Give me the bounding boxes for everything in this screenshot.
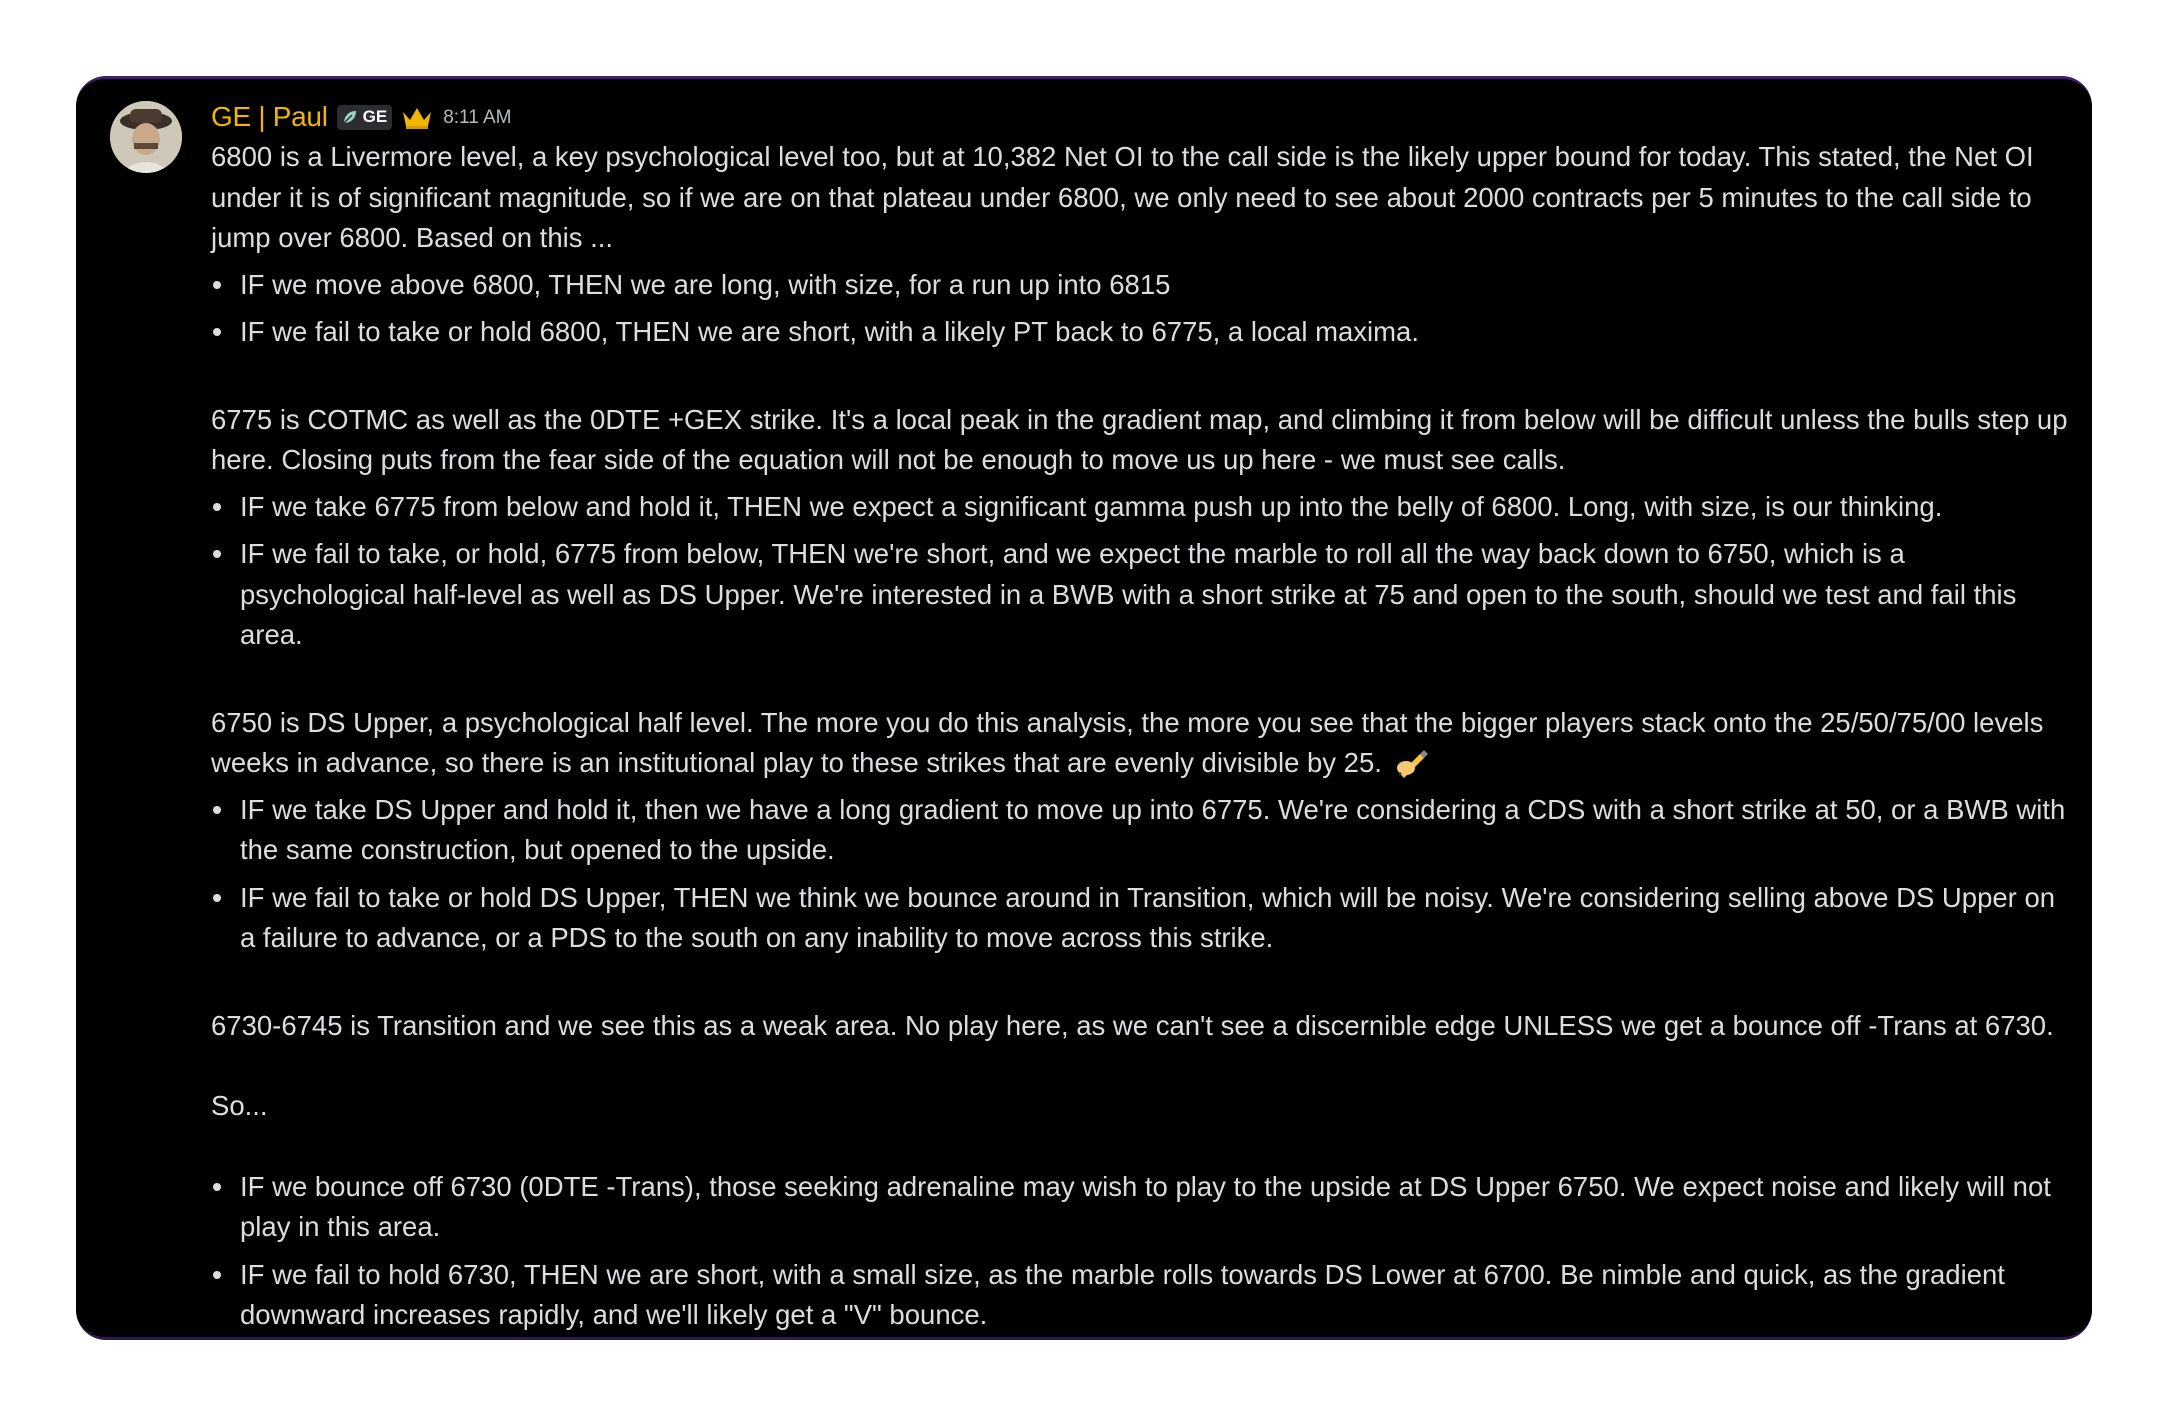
list-item: IF we take DS Upper and hold it, then we have a long gradient to move up into 6775. We're considering a CDS with a short strike at 50, or a BWB with the same construction, but opened to the upside. bbox=[240, 790, 2073, 871]
list-item: IF we move above 6800, THEN we are long, with size, for a run up into 6815 bbox=[240, 265, 2073, 306]
paragraph-2: 6775 is COTMC as well as the 0DTE +GEX strike. It's a local peak in the gradient map, and climbing it from below will be difficult unless the bulls step up here. Closing puts from the fear side of the equation will not be enough to move us up here - we must see calls. bbox=[211, 403, 2068, 475]
paragraph-3 bbox=[211, 703, 2073, 784]
list-item: IF we take 6775 from below and hold it, THEN we expect a significant gamma push up into the belly of 6800. Long, with size, is our thinking. bbox=[240, 487, 2073, 528]
list-item: IF we fail to take or hold DS Upper, THEN we think we bounce around in Transition, which will be noisy. We're considering selling above DS Upper on a failure to advance, or a PDS to the south on any inability to move across this strike. bbox=[240, 878, 2073, 959]
list-item: IF we fail to hold 6730, THEN we are short, with a small size, as the marble rolls towards DS Lower at 6700. Be nimble and quick, as the gradient downward increases rapidly, and we'll likely get a "V" bounce. bbox=[240, 1255, 2073, 1336]
avatar-image bbox=[110, 101, 182, 173]
timestamp[interactable]: 8:11 AM bbox=[443, 107, 512, 129]
avatar[interactable] bbox=[110, 101, 182, 173]
spacer bbox=[211, 360, 2073, 400]
crown-icon bbox=[401, 104, 433, 130]
paragraph-1: 6800 is a Livermore level, a key psychological level too, but at 10,382 Net OI to the call side is the likely upper bound for today. This stated, the Net OI under it is of significant magnitude, so if we are on that plateau under 6800, we only need to see about 2000 contracts per 5 minutes to the call side to jump over 6800. Based on this ... bbox=[211, 141, 2034, 253]
paragraph-4: 6730-6745 is Transition and we see this as a weak area. No play here, as we can't see a discernible edge UNLESS we get a bounce off -Trans at 6730. bbox=[211, 1009, 2054, 1041]
writing-hand-icon bbox=[1394, 744, 1430, 780]
bullet-list-3 bbox=[211, 790, 2073, 959]
bullet-list-1 bbox=[211, 265, 2073, 353]
leaf-badge-icon bbox=[341, 108, 359, 126]
message-body bbox=[211, 97, 2073, 1340]
paragraph-3-text: 6750 is DS Upper, a psychological half level. The more you do this analysis, the more you see that the bigger players stack onto the 25/50/75/00 levels weeks in advance, so there is an institutional play to these strikes that are evenly divisible by 25. bbox=[211, 706, 2044, 778]
role-tag[interactable] bbox=[337, 105, 393, 130]
list-item: IF we bounce off 6730 (0DTE -Trans), those seeking adrenaline may wish to play to the upside at DS Upper 6750. We expect noise and likely will not play in this area. bbox=[240, 1167, 2073, 1248]
role-tag-label: GE bbox=[362, 106, 388, 126]
spacer bbox=[211, 1046, 2073, 1086]
author-name[interactable]: GE | Paul bbox=[211, 100, 328, 132]
list-item: IF we fail to take or hold 6800, THEN we are short, with a likely PT back to 6775, a local maxima. bbox=[240, 312, 2073, 353]
spacer bbox=[211, 1127, 2073, 1167]
list-item: IF we fail to take, or hold, 6775 from below, THEN we're short, and we expect the marble to roll all the way back down to 6750, which is a psychological half-level as well as DS Upper. We're interested in a BWB with a short strike at 75 and open to the south, should we test and fail this area. bbox=[240, 534, 2073, 656]
paragraph-5: So... bbox=[211, 1090, 268, 1121]
spacer bbox=[211, 966, 2073, 1006]
message-header bbox=[211, 97, 2073, 137]
bullet-list-4 bbox=[211, 1167, 2073, 1336]
bullet-list-2 bbox=[211, 487, 2073, 656]
spacer bbox=[211, 663, 2073, 703]
message-card bbox=[76, 76, 2092, 1340]
